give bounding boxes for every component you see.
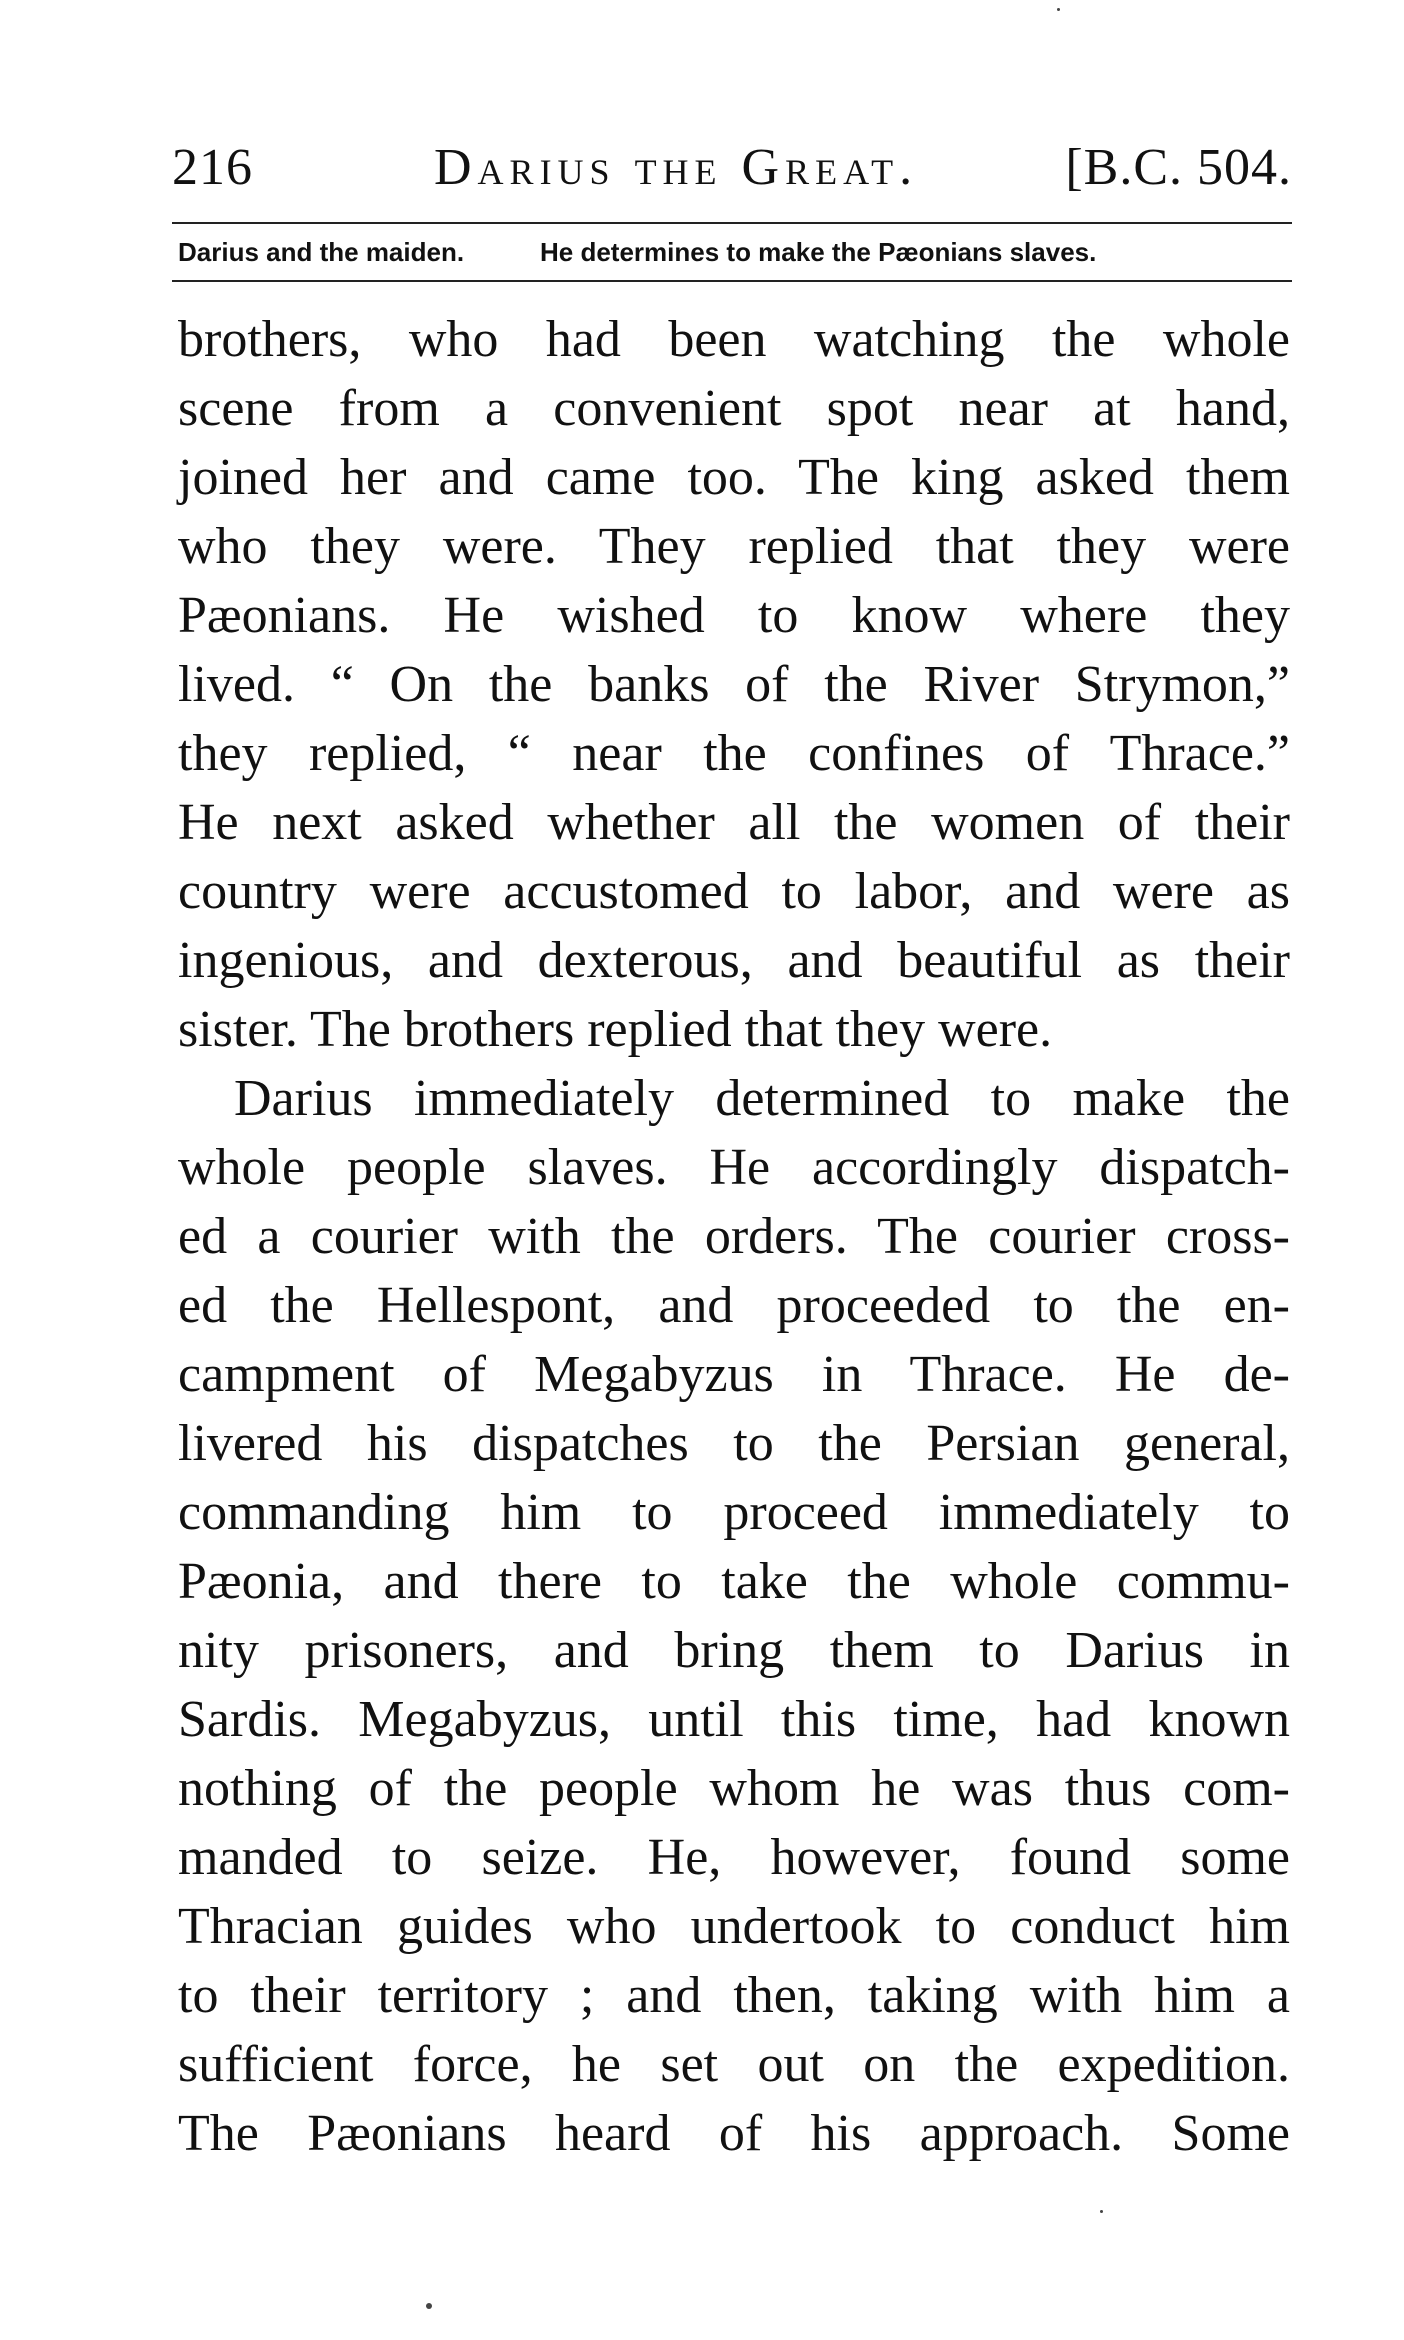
text-line: brothers, who had been watching the whole — [178, 311, 1290, 368]
paper-speck — [1100, 2210, 1103, 2213]
text-line: commanding him to proceed immediately to — [178, 1484, 1290, 1541]
text-line: sister. The brothers replied that they were. — [178, 1001, 1053, 1058]
text-line: they replied, “ near the confines of Thrace.” — [178, 725, 1290, 782]
text-line: ed the Hellespont, and proceeded to the en- — [178, 1277, 1290, 1334]
text-line: to their territory ; and then, taking with him a — [178, 1967, 1290, 2024]
text-line: lived. “ On the banks of the River Strymon,” — [178, 656, 1290, 713]
running-head — [172, 128, 1292, 208]
text-line: joined her and came too. The king asked them — [178, 449, 1290, 506]
text-line: Thracian guides who undertook to conduct him — [178, 1898, 1290, 1955]
body-text — [178, 305, 1290, 2168]
text-line: Sardis. Megabyzus, until this time, had known — [178, 1691, 1290, 1748]
header-rule-top — [172, 222, 1292, 224]
text-line: nity prisoners, and bring them to Darius in — [178, 1622, 1290, 1679]
paper-speck — [1057, 8, 1060, 11]
text-line: scene from a convenient spot near at hand, — [178, 380, 1290, 437]
text-line: manded to seize. He, however, found some — [178, 1829, 1290, 1886]
text-line: ingenious, and dexterous, and beautiful as their — [178, 932, 1290, 989]
text-line: The Pæonians heard of his approach. Some — [178, 2105, 1290, 2162]
text-line: He next asked whether all the women of their — [178, 794, 1290, 851]
subheading-right: He determines to make the Pæonians slaves. — [540, 237, 1097, 267]
subheading-left: Darius and the maiden. — [178, 237, 465, 267]
page-number: 216 — [172, 139, 253, 196]
text-line: livered his dispatches to the Persian general, — [178, 1415, 1290, 1472]
text-line: ed a courier with the orders. The courier cross- — [178, 1208, 1290, 1265]
text-line: who they were. They replied that they were — [178, 518, 1290, 575]
text-line: campment of Megabyzus in Thrace. He de- — [178, 1346, 1290, 1403]
paragraph-start-line: Darius immediately determined to make the — [234, 1070, 1290, 1127]
running-title: Darius the Great. — [434, 139, 919, 196]
paper-speck — [426, 2303, 432, 2309]
text-line: country were accustomed to labor, and were as — [178, 863, 1290, 920]
text-line: whole people slaves. He accordingly dispatch- — [178, 1139, 1290, 1196]
text-line: nothing of the people whom he was thus com- — [178, 1760, 1290, 1817]
header-rule-bottom — [172, 280, 1292, 282]
text-line: sufficient force, he set out on the expedition. — [178, 2036, 1290, 2093]
date-label: [B.C. 504. — [1065, 139, 1292, 196]
text-line: Pæonia, and there to take the whole commu- — [178, 1553, 1290, 1610]
text-line: Pæonians. He wished to know where they — [178, 587, 1290, 644]
